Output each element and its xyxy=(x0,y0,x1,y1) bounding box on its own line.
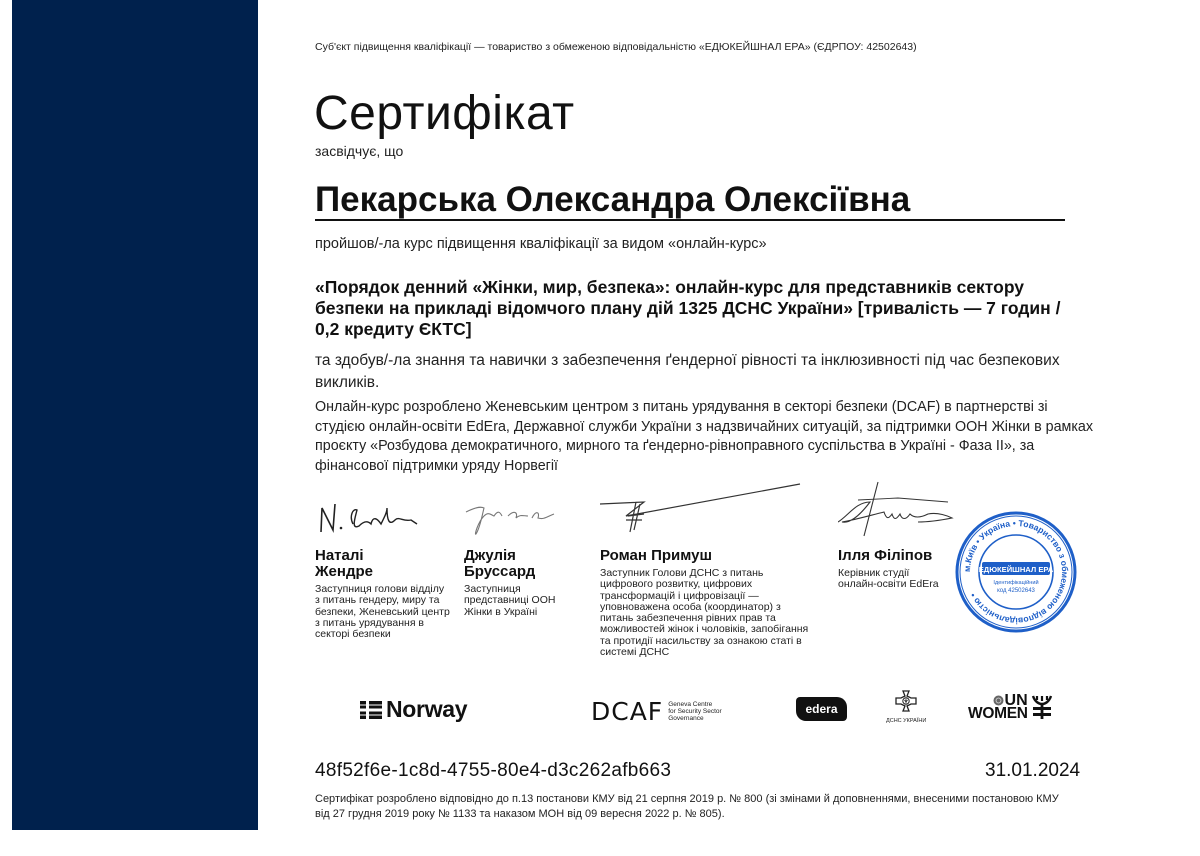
dcaf-logo: DCAF Geneva Centre for Security Sector Governance xyxy=(591,697,722,726)
recipient-underline xyxy=(315,219,1065,221)
signatory-role: Заступник Голови ДСНС з питань цифрового розвитку, цифрових трансформацій і цифровізації — уповноважена особа (координатор) з питань забезпечення рівних прав та можливостей жінок і чоловіків, запобігання та протидії насильству за ознакою статі в системі ДСНС xyxy=(600,567,809,659)
completed-text: пройшов/-ла курс підвищення кваліфікації за видом «онлайн-курс» xyxy=(315,236,767,252)
signatory-filipov xyxy=(838,480,948,591)
signatory-name: Роман Примуш xyxy=(600,547,712,564)
stamp-ring-text: м.Київ • Україна • Товариство з обмеженою відповідальністю • xyxy=(961,517,1071,627)
signatory-name: Наталі Жендре xyxy=(315,547,373,580)
certificate-date: 31.01.2024 xyxy=(985,760,1081,781)
certificate-id: 48f52f6e-1c8d-4755-80e4-d3c262afb663 xyxy=(315,760,672,781)
signatory-prymush xyxy=(600,480,815,658)
signature-broussard-icon xyxy=(464,480,564,542)
signatory-name: Ілля Філіпов xyxy=(838,547,933,564)
sidebar-band xyxy=(12,0,258,830)
recipient-name: Пекарська Олександра Олексіївна xyxy=(315,180,911,219)
signatory-role: Заступниця голови відділу з питань гендеру, миру та безпеки, Женевський центр з питань урядування в секторі безпеки xyxy=(315,583,450,641)
stamp-id-label: Ідентифікаційний xyxy=(993,580,1039,586)
signature-prymush-icon xyxy=(600,480,810,542)
certificate-title: Сертифікат xyxy=(314,87,575,140)
dsns-emblem-icon xyxy=(895,690,917,712)
dcaf-subtitle: Geneva Centre for Security Sector Governance xyxy=(668,701,722,722)
signatory-name: Джулія Бруссард xyxy=(464,547,536,580)
issuer-line: Суб'єкт підвищення кваліфікації — товариство з обмеженою відповідальністю «ЕДЮКЕЙШНАЛ ЕРА» (ЄДРПОУ: 42502643) xyxy=(315,41,917,53)
signature-gendre-icon xyxy=(315,480,435,542)
stamp-center-text: «ЕДЮКЕЙШНАЛ ЕРА» xyxy=(974,565,1058,574)
un-women-logo: UN WOMEN xyxy=(968,694,1053,720)
development-text: Онлайн-курс розроблено Женевським центром з питань урядування в секторі безпеки (DCAF) в партнерстві зі студією онлайн-освіти EdEra, Державної служби України з надзвичайних ситуацій, за підтримки ООН Жінки в рамках проєкту «Розбудова демократичного, мирного та ґендерно-рівноправного суспільства в Україні - Фаза II», за фінансової підтримки уряду Норвегії xyxy=(315,399,1094,474)
company-stamp xyxy=(954,510,1078,634)
signatory-gendre xyxy=(315,480,450,640)
edera-logo: edera xyxy=(796,697,847,721)
un-women-symbol-icon xyxy=(1031,694,1053,720)
course-title: «Порядок денний «Жінки, мир, безпека»: онлайн-курс для представників сектору безпеки на прикладі відомчого плану дій 1325 ДСНС України» [тривалість — 7 годин / 0,2 кредиту ЄКТС] xyxy=(315,277,1061,339)
signatory-broussard xyxy=(464,480,584,618)
dsns-logo: ДСНС УКРАЇНИ xyxy=(886,690,926,724)
legal-note: Сертифікат розроблено відповідно до п.13 постанови КМУ від 21 серпня 2019 р. № 800 (зі змінами й доповненнями, внесеними постановою КМУ від 27 грудня 2019 року № 1133 та наказом МОН від 09 вересня 2022 р. № 805). xyxy=(315,793,1059,820)
norway-logo: Norway xyxy=(360,696,467,723)
norway-flag-icon xyxy=(360,701,382,719)
stamp-code: код 42502643 xyxy=(997,588,1035,594)
signatory-role: Заступниця представниці ООН Жінки в Україні xyxy=(464,583,556,618)
signatory-role: Керівник студії онлайн-освіти EdEra xyxy=(838,567,939,591)
signature-filipov-icon xyxy=(838,480,958,542)
skills-text: та здобув/-ла знання та навички з забезпечення ґендерної рівності та інклюзивності під час безпекових викликів. xyxy=(315,352,1060,391)
certificate-subtitle: засвідчує, що xyxy=(315,143,404,159)
